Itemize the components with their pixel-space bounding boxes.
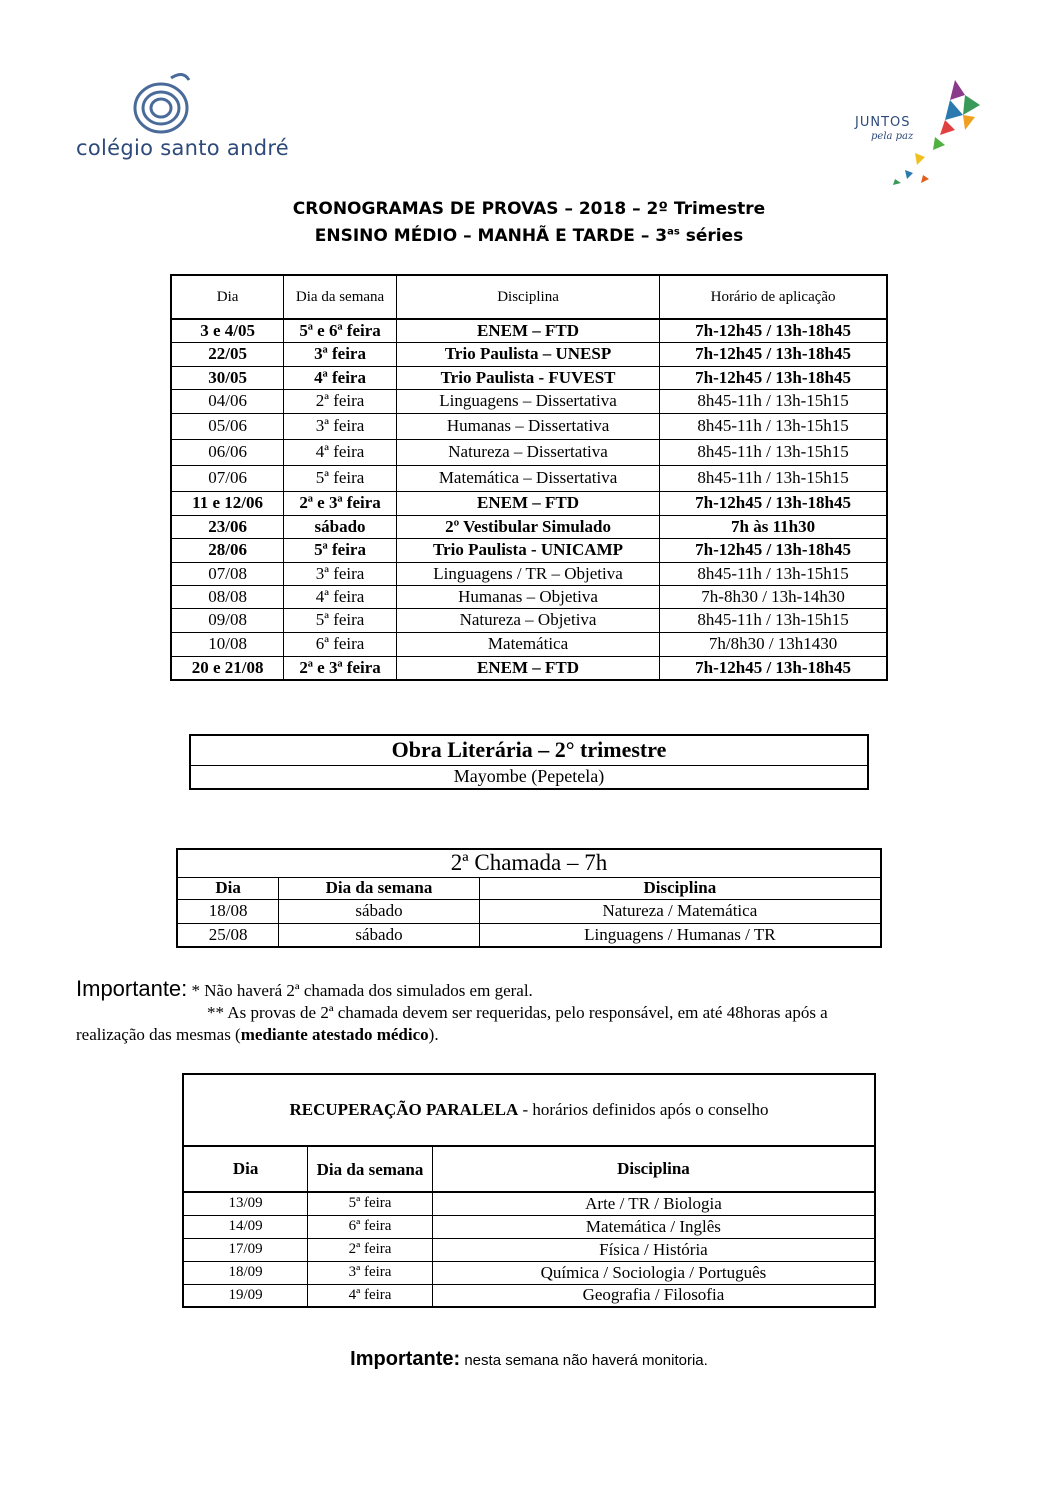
recuperacao-row bbox=[183, 1238, 875, 1261]
schedule-header-dia: Dia bbox=[171, 275, 284, 319]
schedule-cell-dia: 28/06 bbox=[171, 538, 284, 562]
recuperacao-cell-dia: 17/09 bbox=[183, 1238, 308, 1261]
chamada-cell-disciplina: Natureza / Matemática bbox=[479, 899, 881, 923]
partner-logo bbox=[855, 75, 985, 190]
schedule-cell-semana: 5ª e 6ª feira bbox=[284, 319, 397, 342]
subtitle-prefix: ENSINO MÉDIO – MANHÃ E TARDE – 3 bbox=[314, 226, 668, 246]
chamada-cell-disciplina: Linguagens / Humanas / TR bbox=[479, 923, 881, 947]
schedule-cell-semana: 4ª feira bbox=[284, 366, 397, 389]
schedule-cell-semana: 2ª e 3ª feira bbox=[284, 491, 397, 515]
schedule-header-row bbox=[171, 275, 887, 319]
chamada-title: 2ª Chamada – 7h bbox=[177, 849, 881, 877]
schedule-cell-disciplina: ENEM – FTD bbox=[396, 319, 659, 342]
importante-footer-label: Importante: bbox=[350, 1348, 461, 1370]
hummingbird-icon bbox=[855, 75, 985, 190]
schedule-row bbox=[171, 491, 887, 515]
schedule-cell-disciplina: Linguagens – Dissertativa bbox=[396, 389, 659, 413]
schedule-cell-dia: 08/08 bbox=[171, 585, 284, 608]
school-logo bbox=[76, 70, 290, 170]
chamada-header-semana: Dia da semana bbox=[279, 877, 479, 899]
page-title: CRONOGRAMAS DE PROVAS – 2018 – 2º Trimestre bbox=[292, 199, 766, 219]
recuperacao-cell-dia: 18/09 bbox=[183, 1261, 308, 1284]
chamada-row bbox=[177, 899, 881, 923]
schedule-cell-semana: 3ª feira bbox=[284, 342, 397, 366]
schedule-cell-horario: 8h45-11h / 13h-15h15 bbox=[660, 562, 887, 585]
recuperacao-row bbox=[183, 1284, 875, 1307]
recuperacao-cell-disciplina: Geografia / Filosofia bbox=[432, 1284, 875, 1307]
importante-note2-start: realização das mesmas ( bbox=[76, 1025, 241, 1044]
recuperacao-cell-semana: 4ª feira bbox=[308, 1284, 433, 1307]
schedule-cell-disciplina: Linguagens / TR – Objetiva bbox=[396, 562, 659, 585]
schedule-row bbox=[171, 562, 887, 585]
schedule-cell-dia: 30/05 bbox=[171, 366, 284, 389]
schedule-cell-dia: 09/08 bbox=[171, 608, 284, 632]
schedule-cell-dia: 22/05 bbox=[171, 342, 284, 366]
schedule-cell-dia: 05/06 bbox=[171, 413, 284, 439]
schedule-cell-dia: 04/06 bbox=[171, 389, 284, 413]
chamada-header-dia: Dia bbox=[177, 877, 279, 899]
schedule-row bbox=[171, 465, 887, 491]
schedule-cell-dia: 23/06 bbox=[171, 515, 284, 538]
schedule-cell-dia: 07/08 bbox=[171, 562, 284, 585]
chamada-cell-dia: 25/08 bbox=[177, 923, 279, 947]
schedule-cell-dia: 20 e 21/08 bbox=[171, 656, 284, 680]
schedule-cell-horario: 7h-12h45 / 13h-18h45 bbox=[660, 319, 887, 342]
chamada-header-disciplina: Disciplina bbox=[479, 877, 881, 899]
recuperacao-cell-dia: 13/09 bbox=[183, 1192, 308, 1215]
schedule-cell-disciplina: Humanas – Objetiva bbox=[396, 585, 659, 608]
schedule-row bbox=[171, 319, 887, 342]
schedule-cell-semana: 4ª feira bbox=[284, 585, 397, 608]
recuperacao-cell-semana: 2ª feira bbox=[308, 1238, 433, 1261]
schedule-cell-disciplina: ENEM – FTD bbox=[396, 656, 659, 680]
schedule-cell-disciplina: Natureza – Objetiva bbox=[396, 608, 659, 632]
schedule-cell-semana: 6ª feira bbox=[284, 632, 397, 656]
recuperacao-table bbox=[182, 1073, 876, 1308]
chamada-row bbox=[177, 923, 881, 947]
schedule-cell-disciplina: Matemática – Dissertativa bbox=[396, 465, 659, 491]
partner-logo-sub: pela paz bbox=[871, 131, 914, 142]
schedule-row bbox=[171, 632, 887, 656]
obra-book: Mayombe (Pepetela) bbox=[190, 765, 868, 789]
schedule-cell-semana: 2ª e 3ª feira bbox=[284, 656, 397, 680]
schedule-cell-semana: 3ª feira bbox=[284, 413, 397, 439]
importante-note1: * Não haverá 2ª chamada dos simulados em geral. bbox=[187, 981, 533, 1000]
schedule-cell-disciplina: Matemática bbox=[396, 632, 659, 656]
spiral-icon bbox=[131, 70, 211, 140]
schedule-cell-dia: 06/06 bbox=[171, 439, 284, 465]
importante-label: Importante: bbox=[76, 976, 188, 1001]
recuperacao-title-rest: - horários definidos após o conselho bbox=[518, 1100, 769, 1119]
schedule-row bbox=[171, 656, 887, 680]
schedule-cell-dia: 11 e 12/06 bbox=[171, 491, 284, 515]
schedule-cell-disciplina: Humanas – Dissertativa bbox=[396, 413, 659, 439]
chamada-cell-dia: 18/08 bbox=[177, 899, 279, 923]
schedule-cell-horario: 7h-8h30 / 13h-14h30 bbox=[660, 585, 887, 608]
importante-footer-text: nesta semana não haverá monitoria. bbox=[460, 1352, 708, 1369]
chamada-table bbox=[176, 848, 882, 948]
recuperacao-header-dia: Dia bbox=[183, 1146, 308, 1192]
schedule-row bbox=[171, 439, 887, 465]
recuperacao-cell-disciplina: Arte / TR / Biologia bbox=[432, 1192, 875, 1215]
recuperacao-cell-disciplina: Matemática / Inglês bbox=[432, 1215, 875, 1238]
schedule-cell-semana: 5ª feira bbox=[284, 465, 397, 491]
schedule-cell-horario: 8h45-11h / 13h-15h15 bbox=[660, 413, 887, 439]
schedule-cell-disciplina: Trio Paulista - UNICAMP bbox=[396, 538, 659, 562]
schedule-cell-dia: 10/08 bbox=[171, 632, 284, 656]
schedule-cell-horario: 7h/8h30 / 13h1430 bbox=[660, 632, 887, 656]
schedule-cell-horario: 8h45-11h / 13h-15h15 bbox=[660, 608, 887, 632]
schedule-table bbox=[170, 274, 888, 681]
schedule-header-disciplina: Disciplina bbox=[396, 275, 659, 319]
schedule-cell-disciplina: Trio Paulista - FUVEST bbox=[396, 366, 659, 389]
recuperacao-row bbox=[183, 1192, 875, 1215]
schedule-cell-disciplina: Trio Paulista – UNESP bbox=[396, 342, 659, 366]
importante-note2-line2 bbox=[76, 1024, 976, 1046]
page-subtitle bbox=[0, 226, 1058, 246]
recuperacao-cell-disciplina: Química / Sociologia / Português bbox=[432, 1261, 875, 1284]
recuperacao-cell-dia: 19/09 bbox=[183, 1284, 308, 1307]
subtitle-sup: as bbox=[667, 226, 680, 238]
recuperacao-cell-semana: 6ª feira bbox=[308, 1215, 433, 1238]
recuperacao-row bbox=[183, 1261, 875, 1284]
importante-note2-line1: ** As provas de 2ª chamada devem ser requeridas, pelo responsável, em até 48horas após a bbox=[207, 1003, 828, 1022]
recuperacao-title bbox=[183, 1074, 875, 1146]
schedule-row bbox=[171, 515, 887, 538]
schedule-cell-semana: 3ª feira bbox=[284, 562, 397, 585]
recuperacao-cell-dia: 14/09 bbox=[183, 1215, 308, 1238]
schedule-cell-disciplina: ENEM – FTD bbox=[396, 491, 659, 515]
schedule-header-semana: Dia da semana bbox=[284, 275, 397, 319]
schedule-cell-disciplina: 2º Vestibular Simulado bbox=[396, 515, 659, 538]
importante-note2-end: ). bbox=[428, 1025, 439, 1044]
schedule-cell-dia: 3 e 4/05 bbox=[171, 319, 284, 342]
obra-table bbox=[189, 734, 869, 790]
schedule-cell-semana: sábado bbox=[284, 515, 397, 538]
subtitle-suffix: séries bbox=[679, 226, 744, 246]
importante-footer bbox=[0, 1348, 1058, 1371]
schedule-cell-semana: 2ª feira bbox=[284, 389, 397, 413]
schedule-row bbox=[171, 366, 887, 389]
recuperacao-cell-disciplina: Física / História bbox=[432, 1238, 875, 1261]
importante-note bbox=[76, 978, 976, 1046]
recuperacao-header-row bbox=[183, 1146, 875, 1192]
schedule-cell-horario: 8h45-11h / 13h-15h15 bbox=[660, 465, 887, 491]
schedule-row bbox=[171, 413, 887, 439]
schedule-cell-horario: 8h45-11h / 13h-15h15 bbox=[660, 389, 887, 413]
schedule-cell-horario: 7h-12h45 / 13h-18h45 bbox=[660, 538, 887, 562]
schedule-header-horario: Horário de aplicação bbox=[660, 275, 887, 319]
schedule-cell-horario: 7h às 11h30 bbox=[660, 515, 887, 538]
schedule-cell-semana: 4ª feira bbox=[284, 439, 397, 465]
schedule-cell-horario: 7h-12h45 / 13h-18h45 bbox=[660, 366, 887, 389]
recuperacao-cell-semana: 5ª feira bbox=[308, 1192, 433, 1215]
schedule-cell-semana: 5ª feira bbox=[284, 608, 397, 632]
schedule-cell-horario: 7h-12h45 / 13h-18h45 bbox=[660, 342, 887, 366]
schedule-cell-horario: 7h-12h45 / 13h-18h45 bbox=[660, 491, 887, 515]
schedule-cell-dia: 07/06 bbox=[171, 465, 284, 491]
chamada-cell-semana: sábado bbox=[279, 923, 479, 947]
recuperacao-cell-semana: 3ª feira bbox=[308, 1261, 433, 1284]
obra-title: Obra Literária – 2° trimestre bbox=[190, 735, 868, 765]
schedule-row bbox=[171, 342, 887, 366]
recuperacao-header-disciplina: Disciplina bbox=[432, 1146, 875, 1192]
recuperacao-title-bold: RECUPERAÇÃO PARALELA bbox=[289, 1100, 519, 1119]
schedule-cell-horario: 7h-12h45 / 13h-18h45 bbox=[660, 656, 887, 680]
recuperacao-header-semana: Dia da semana bbox=[308, 1146, 433, 1192]
schedule-cell-disciplina: Natureza – Dissertativa bbox=[396, 439, 659, 465]
partner-logo-main: JUNTOS bbox=[855, 115, 911, 130]
schedule-row bbox=[171, 585, 887, 608]
schedule-row bbox=[171, 538, 887, 562]
importante-note2-bold: mediante atestado médico bbox=[240, 1025, 429, 1044]
importante-line1 bbox=[76, 978, 976, 1002]
schedule-cell-horario: 8h45-11h / 13h-15h15 bbox=[660, 439, 887, 465]
recuperacao-row bbox=[183, 1215, 875, 1238]
chamada-cell-semana: sábado bbox=[279, 899, 479, 923]
school-name: colégio santo andré bbox=[76, 136, 290, 160]
schedule-row bbox=[171, 389, 887, 413]
schedule-row bbox=[171, 608, 887, 632]
schedule-cell-semana: 5ª feira bbox=[284, 538, 397, 562]
chamada-header-row bbox=[177, 877, 881, 899]
